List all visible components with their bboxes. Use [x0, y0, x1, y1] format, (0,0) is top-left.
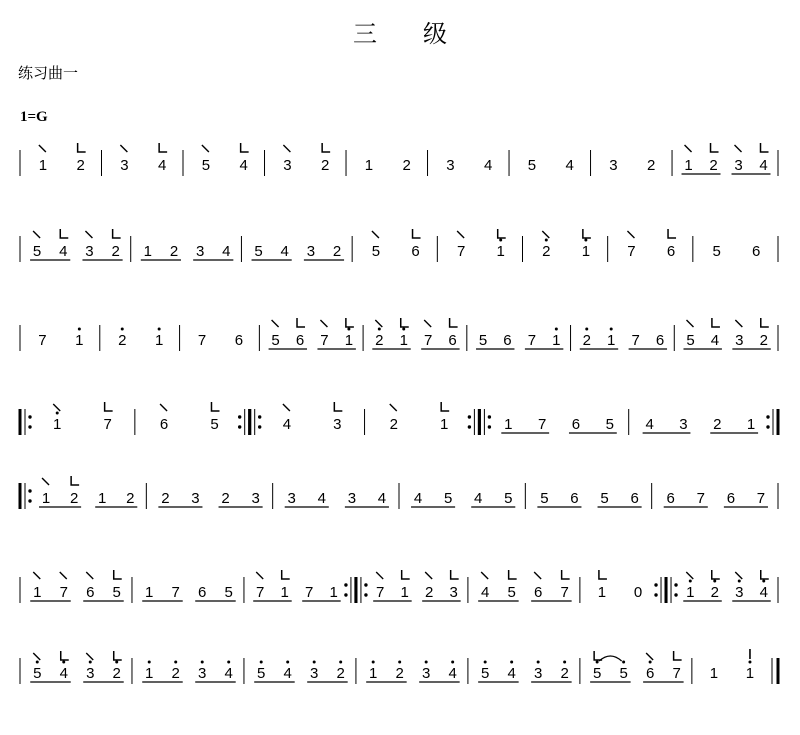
- note-digit: 2: [582, 332, 591, 349]
- note-digit: 2: [161, 490, 170, 507]
- high-octave-dot: [121, 328, 124, 331]
- high-octave-dot: [555, 328, 558, 331]
- down-bow-mark: [424, 320, 431, 327]
- note-digit: 2: [402, 157, 411, 174]
- note-digit: 7: [197, 332, 207, 349]
- up-bow-mark: [599, 570, 607, 579]
- up-bow-mark: [282, 570, 290, 579]
- note-digit: 1: [686, 584, 695, 601]
- note-digit: 6: [666, 490, 675, 507]
- note-digit: 1: [53, 416, 62, 433]
- note-digit: 1: [98, 490, 107, 507]
- down-bow-mark: [372, 231, 379, 238]
- high-octave-dot: [748, 661, 751, 664]
- down-bow-mark: [376, 572, 383, 579]
- note-digit: 5: [371, 243, 381, 260]
- note-digit: 1: [504, 416, 513, 433]
- up-bow-mark: [498, 229, 506, 238]
- repeat-dot: [488, 425, 491, 428]
- note-digit: 7: [103, 416, 112, 433]
- up-bow-mark: [711, 143, 719, 152]
- down-bow-mark: [53, 404, 60, 411]
- up-bow-mark: [441, 402, 449, 411]
- repeat-dot: [364, 583, 367, 586]
- page-title: 三级: [353, 20, 493, 48]
- note-digit: 3: [306, 243, 316, 260]
- high-octave-dot: [499, 239, 502, 242]
- repeat-dot: [654, 583, 657, 586]
- note-digit: 6: [503, 332, 512, 349]
- high-octave-dot: [62, 661, 65, 664]
- up-bow-mark: [761, 143, 769, 152]
- repeat-dot: [238, 425, 241, 428]
- note-digit: 7: [756, 490, 766, 507]
- note-digit: 4: [565, 157, 574, 174]
- down-bow-mark: [60, 572, 67, 579]
- high-octave-dot: [398, 661, 401, 664]
- note-digit: 2: [713, 416, 722, 433]
- note-digit: 4: [645, 416, 654, 433]
- repeat-dot: [488, 415, 491, 418]
- note-digit: 2: [332, 243, 342, 260]
- up-bow-mark: [159, 143, 167, 152]
- note-digit: 4: [483, 157, 493, 174]
- up-bow-mark: [401, 318, 409, 327]
- note-digit: 7: [456, 243, 466, 260]
- note-digit: 4: [759, 157, 768, 174]
- note-digit: 6: [726, 490, 736, 507]
- up-bow-mark: [78, 143, 86, 152]
- high-octave-dot: [174, 661, 177, 664]
- note-digit: 6: [86, 584, 95, 601]
- note-digit: 6: [533, 584, 543, 601]
- note-digit: 6: [571, 416, 581, 433]
- up-bow-mark: [761, 570, 769, 579]
- high-octave-dot: [584, 239, 587, 242]
- high-octave-dot: [738, 580, 741, 583]
- repeat-dot: [344, 593, 347, 596]
- note-digit: 6: [234, 332, 244, 349]
- note-digit: 4: [474, 490, 483, 507]
- note-digit: 3: [421, 665, 431, 682]
- key-signature: 1=G: [20, 109, 48, 125]
- high-octave-dot: [56, 412, 59, 415]
- note-digit: 4: [222, 243, 231, 260]
- note-digit: 1: [280, 584, 289, 601]
- note-digit: 1: [344, 332, 354, 349]
- down-bow-mark: [33, 572, 40, 579]
- down-bow-mark: [86, 653, 93, 660]
- note-digit: 1: [75, 332, 84, 349]
- repeat-dot: [28, 489, 31, 492]
- high-octave-dot: [649, 661, 652, 664]
- note-digit: 5: [507, 584, 516, 601]
- note-digit: 1: [154, 332, 164, 349]
- repeat-dot: [28, 425, 31, 428]
- down-bow-mark: [86, 572, 93, 579]
- note-digit: 4: [710, 332, 720, 349]
- note-digit: 4: [448, 665, 457, 682]
- note-digit: 7: [537, 416, 547, 433]
- down-bow-mark: [646, 653, 653, 660]
- down-bow-mark: [120, 145, 127, 152]
- down-bow-mark: [42, 478, 49, 485]
- down-bow-mark: [160, 404, 167, 411]
- note-digit: 2: [646, 157, 656, 174]
- high-octave-dot: [713, 580, 716, 583]
- note-digit: 7: [627, 243, 636, 260]
- note-digit: 5: [257, 665, 266, 682]
- down-bow-mark: [627, 231, 634, 238]
- note-digit: 1: [38, 157, 48, 174]
- note-digit: 2: [111, 243, 120, 260]
- high-octave-dot: [227, 661, 230, 664]
- note-digit: 5: [210, 416, 219, 433]
- note-digit: 5: [686, 332, 695, 349]
- up-bow-mark: [594, 651, 602, 660]
- up-bow-mark: [712, 318, 720, 327]
- note-digit: 6: [295, 332, 305, 349]
- note-digit: 5: [600, 490, 609, 507]
- note-digit: 3: [310, 665, 319, 682]
- note-digit: 7: [424, 332, 433, 349]
- note-digit: 4: [224, 665, 233, 682]
- note-digit: 0: [633, 584, 643, 601]
- note-digit: 7: [672, 665, 681, 682]
- note-digit: 5: [443, 490, 453, 507]
- high-octave-dot: [36, 661, 39, 664]
- note-digit: 3: [679, 416, 688, 433]
- repeat-dot: [766, 425, 769, 428]
- high-octave-dot: [545, 239, 548, 242]
- note-digit: 6: [448, 332, 457, 349]
- repeat-dot: [674, 593, 677, 596]
- note-digit: 1: [552, 332, 561, 349]
- note-digit: 6: [666, 243, 676, 260]
- high-octave-dot: [201, 661, 204, 664]
- up-bow-mark: [668, 229, 676, 238]
- note-digit: 2: [560, 665, 569, 682]
- high-octave-dot: [585, 328, 588, 331]
- up-bow-mark: [114, 651, 122, 660]
- down-bow-mark: [534, 572, 541, 579]
- note-digit: 1: [745, 665, 755, 682]
- repeat-dot: [654, 593, 657, 596]
- high-octave-dot: [115, 661, 118, 664]
- high-octave-dot: [510, 661, 513, 664]
- down-bow-mark: [85, 231, 92, 238]
- up-bow-mark: [297, 318, 305, 327]
- note-digit: 1: [684, 157, 693, 174]
- note-digit: 3: [86, 665, 95, 682]
- note-digit: 3: [446, 157, 455, 174]
- down-bow-mark: [39, 145, 46, 152]
- high-octave-dot: [339, 661, 342, 664]
- down-bow-mark: [202, 145, 209, 152]
- note-digit: 2: [395, 665, 404, 682]
- down-bow-mark: [686, 320, 693, 327]
- note-digit: 3: [449, 584, 458, 601]
- note-digit: 4: [59, 665, 68, 682]
- repeat-dot: [238, 415, 241, 418]
- note-digit: 2: [76, 157, 85, 174]
- note-digit: 5: [33, 665, 42, 682]
- down-bow-mark: [425, 572, 432, 579]
- note-digit: 2: [375, 332, 384, 349]
- up-bow-mark: [402, 570, 410, 579]
- note-digit: 5: [619, 665, 628, 682]
- down-bow-mark: [685, 145, 692, 152]
- high-octave-dot: [260, 661, 263, 664]
- down-bow-mark: [735, 320, 742, 327]
- down-bow-mark: [283, 145, 290, 152]
- repeat-dot: [28, 415, 31, 418]
- note-digit: 7: [376, 584, 385, 601]
- note-digit: 7: [696, 490, 705, 507]
- down-bow-mark: [283, 404, 290, 411]
- note-digit: 3: [734, 157, 743, 174]
- note-digit: 3: [347, 490, 357, 507]
- note-digit: 3: [333, 416, 342, 433]
- note-digit: 3: [609, 157, 618, 174]
- note-digit: 1: [143, 243, 152, 260]
- high-octave-dot: [689, 580, 692, 583]
- down-bow-mark: [735, 572, 742, 579]
- down-bow-mark: [256, 572, 263, 579]
- note-digit: 2: [126, 490, 135, 507]
- note-digit: 1: [41, 490, 51, 507]
- up-bow-mark: [211, 402, 219, 411]
- down-bow-mark: [33, 653, 40, 660]
- high-octave-dot: [378, 328, 381, 331]
- down-bow-mark: [272, 320, 279, 327]
- up-bow-mark: [450, 318, 458, 327]
- up-bow-mark: [562, 570, 570, 579]
- up-bow-mark: [712, 570, 720, 579]
- note-digit: 6: [570, 490, 579, 507]
- high-octave-dot: [563, 661, 566, 664]
- up-bow-mark: [322, 143, 330, 152]
- note-digit: 4: [377, 490, 387, 507]
- note-digit: 6: [655, 332, 665, 349]
- up-bow-mark: [334, 402, 342, 411]
- note-digit: 1: [400, 584, 409, 601]
- note-digit: 5: [712, 243, 721, 260]
- note-digit: 3: [735, 332, 744, 349]
- high-octave-dot: [622, 661, 625, 664]
- note-digit: 3: [85, 243, 94, 260]
- note-digit: 6: [645, 665, 655, 682]
- repeat-dot: [674, 583, 677, 586]
- up-bow-mark: [761, 318, 769, 327]
- note-digit: 5: [504, 490, 513, 507]
- note-digit: 4: [239, 157, 248, 174]
- repeat-dot: [468, 425, 471, 428]
- up-bow-mark: [674, 651, 682, 660]
- note-digit: 2: [389, 416, 398, 433]
- note-digit: 2: [424, 584, 434, 601]
- note-digit: 2: [171, 665, 180, 682]
- up-bow-mark: [114, 570, 122, 579]
- note-digit: 5: [271, 332, 280, 349]
- high-octave-dot: [372, 661, 375, 664]
- repeat-dot: [364, 593, 367, 596]
- note-digit: 1: [581, 243, 591, 260]
- note-digit: 5: [592, 665, 602, 682]
- note-digit: 1: [145, 665, 154, 682]
- note-digit: 7: [59, 584, 68, 601]
- note-digit: 2: [710, 584, 719, 601]
- note-digit: 4: [480, 584, 490, 601]
- high-octave-dot: [158, 328, 161, 331]
- note-digit: 3: [198, 665, 207, 682]
- note-digit: 1: [369, 665, 378, 682]
- note-digit: 3: [191, 490, 200, 507]
- note-digit: 7: [560, 584, 569, 601]
- note-digit: 7: [171, 584, 180, 601]
- repeat-dot: [766, 415, 769, 418]
- note-digit: 7: [256, 584, 265, 601]
- note-digit: 2: [69, 490, 79, 507]
- note-digit: 3: [195, 243, 205, 260]
- high-octave-dot: [313, 661, 316, 664]
- note-digit: 6: [411, 243, 420, 260]
- note-digit: 7: [320, 332, 329, 349]
- note-digit: 5: [201, 157, 211, 174]
- note-digit: 1: [33, 584, 42, 601]
- note-digit: 4: [157, 157, 167, 174]
- high-octave-dot: [484, 661, 487, 664]
- note-digit: 3: [283, 157, 292, 174]
- up-bow-mark: [60, 229, 68, 238]
- note-digit: 1: [607, 332, 616, 349]
- note-digit: 1: [145, 584, 154, 601]
- note-digit: 2: [320, 157, 330, 174]
- high-octave-dot: [451, 661, 454, 664]
- high-octave-dot: [402, 328, 405, 331]
- repeat-dot: [28, 499, 31, 502]
- note-digit: 5: [480, 665, 490, 682]
- note-digit: 1: [496, 243, 505, 260]
- down-bow-mark: [542, 231, 549, 238]
- down-bow-mark: [320, 320, 327, 327]
- high-octave-dot: [596, 661, 599, 664]
- note-digit: 6: [198, 584, 207, 601]
- up-bow-mark: [113, 229, 121, 238]
- note-digit: 5: [540, 490, 549, 507]
- up-bow-mark: [413, 229, 421, 238]
- note-digit: 2: [709, 157, 718, 174]
- down-bow-mark: [457, 231, 464, 238]
- note-digit: 2: [221, 490, 230, 507]
- down-bow-mark: [686, 572, 693, 579]
- note-digit: 6: [752, 243, 761, 260]
- note-digit: 7: [38, 332, 47, 349]
- note-digit: 7: [527, 332, 537, 349]
- note-digit: 1: [440, 416, 449, 433]
- note-digit: 2: [336, 665, 345, 682]
- note-digit: 2: [112, 665, 121, 682]
- up-bow-mark: [105, 402, 113, 411]
- high-octave-dot: [347, 328, 350, 331]
- note-digit: 5: [605, 416, 614, 433]
- repeat-dot: [258, 425, 261, 428]
- repeat-dot: [344, 583, 347, 586]
- repeat-dot: [468, 415, 471, 418]
- note-digit: 7: [305, 584, 314, 601]
- high-octave-dot: [286, 661, 289, 664]
- high-octave-dot: [537, 661, 540, 664]
- note-digit: 1: [597, 584, 607, 601]
- note-digit: 5: [527, 157, 537, 174]
- note-digit: 3: [735, 584, 744, 601]
- down-bow-mark: [735, 145, 742, 152]
- down-bow-mark: [375, 320, 382, 327]
- down-bow-mark: [33, 231, 40, 238]
- note-digit: 2: [542, 243, 551, 260]
- up-bow-mark: [241, 143, 249, 152]
- high-octave-dot: [610, 328, 613, 331]
- note-digit: 1: [399, 332, 408, 349]
- note-digit: 3: [120, 157, 129, 174]
- tie-arc: [599, 656, 621, 661]
- note-digit: 1: [709, 665, 719, 682]
- note-digit: 4: [59, 243, 68, 260]
- high-octave-dot: [89, 661, 92, 664]
- note-digit: 5: [478, 332, 488, 349]
- up-bow-mark: [71, 476, 79, 485]
- note-digit: 7: [631, 332, 640, 349]
- piece-title: 练习曲一: [18, 64, 79, 82]
- note-digit: 2: [169, 243, 179, 260]
- note-digit: 4: [507, 665, 516, 682]
- note-digit: 4: [759, 584, 768, 601]
- note-digit: 5: [224, 584, 233, 601]
- note-digit: 2: [118, 332, 127, 349]
- note-digit: 3: [533, 665, 543, 682]
- note-digit: 3: [251, 490, 260, 507]
- note-digit: 5: [112, 584, 121, 601]
- up-bow-mark: [451, 570, 459, 579]
- note-digit: 5: [32, 243, 42, 260]
- repeat-dot: [258, 415, 261, 418]
- up-bow-mark: [583, 229, 591, 238]
- note-digit: 4: [280, 243, 289, 260]
- high-octave-dot: [425, 661, 428, 664]
- note-digit: 4: [317, 490, 326, 507]
- note-digit: 4: [282, 416, 292, 433]
- note-digit: 1: [364, 157, 374, 174]
- down-bow-mark: [390, 404, 397, 411]
- up-bow-mark: [509, 570, 517, 579]
- high-octave-dot: [762, 580, 765, 583]
- high-octave-dot: [148, 661, 151, 664]
- up-bow-mark: [61, 651, 69, 660]
- note-digit: 1: [329, 584, 338, 601]
- note-digit: 1: [746, 416, 756, 433]
- high-octave-dot: [78, 328, 81, 331]
- up-bow-mark: [346, 318, 354, 327]
- note-digit: 3: [287, 490, 296, 507]
- note-digit: 6: [630, 490, 639, 507]
- note-digit: 6: [159, 416, 169, 433]
- note-digit: 4: [283, 665, 292, 682]
- note-digit: 4: [413, 490, 423, 507]
- down-bow-mark: [481, 572, 488, 579]
- note-digit: 5: [254, 243, 263, 260]
- note-digit: 2: [759, 332, 768, 349]
